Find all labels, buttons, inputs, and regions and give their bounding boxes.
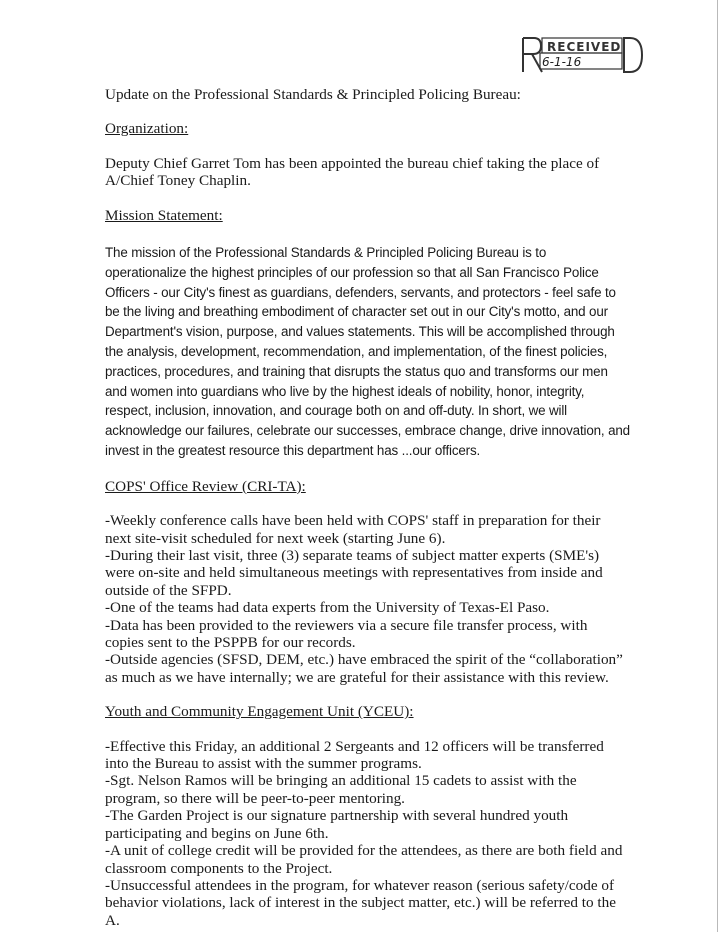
list-item: -Outside agencies (SFSD, DEM, etc.) have embraced the spirit of the “collaboration” as much as we have internally; we are grateful for their assistance with this review. [105, 651, 623, 686]
list-item: -Weekly conference calls have been held with COPS' staff in preparation for their next site-visit scheduled for next week (starting June 6). [105, 512, 601, 547]
list-item: -Effective this Friday, an additional 2 Sergeants and 12 officers will be transferred into the Bureau to assist with the summer programs. [105, 737, 604, 773]
mission-heading: Mission Statement: [105, 206, 223, 224]
list-item: -The Garden Project is our signature partnership with several hundred youth participating and begins on June 6th. [105, 807, 569, 842]
organization-heading: Organization: [105, 120, 189, 138]
list-item: -Data has been provided to the reviewers via a secure file transfer process, with copies sent to the PSPPB for our records. [105, 616, 588, 652]
scan-edge-line [717, 0, 718, 932]
list-item: -A unit of college credit will be provided for the attendees, as there are both field and classroom components to the Project. [105, 842, 623, 877]
list-item: -Sgt. Nelson Ramos will be bringing an additional 15 cadets to assist with the program, so there will be peer-to-peer mentoring. [105, 772, 577, 807]
document-title: Update on the Professional Standards & Principled Policing Bureau: [105, 86, 521, 103]
stamp-date: 6-1-16 [542, 55, 582, 69]
cops-list [105, 512, 630, 686]
yceu-list [105, 738, 630, 929]
list-item: -One of the teams had data experts from the University of Texas-El Paso. [105, 599, 550, 617]
document-body [105, 86, 630, 929]
list-item: -During their last visit, three (3) separate teams of subject matter experts (SME's) were on-site and held simultaneous meetings with representatives from inside and outside of the SFPD. [105, 547, 603, 599]
cops-heading: COPS' Office Review (CRI-TA): [105, 477, 306, 495]
received-stamp [520, 35, 644, 75]
organization-text: Deputy Chief Garret Tom has been appointed the bureau chief taking the place of A/Chief Toney Chaplin. [105, 154, 600, 190]
stamp-received-text: RECEIVED [547, 40, 622, 54]
yceu-heading: Youth and Community Engagement Unit (YCEU): [105, 703, 414, 721]
mission-text: The mission of the Professional Standards & Principled Policing Bureau is to operationalize the highest principles of our profession so that all San Francisco Police Officers - our City's finest as guardians, defenders, servants, and protectors - feel safe to be the living and breathing embodiment of character set out in our City's motto, and our Department's vision, purpose, and values statements. This will be accomplished through the analysis, development, recommendation, and implementation, of the finest policies, practices, procedures, and training that disrupts the status quo and transforms our men and women into guardians who live by the highest ideals of nobility, honor, integrity, respect, inclusion, innovation, and courage both on and off-duty. In short, we will acknowledge our failures, celebrate our successes, embrace change, drive innovation, and invest in the greatest resource this department has ...our officers. [105, 245, 630, 458]
list-item: -Unsuccessful attendees in the program, for whatever reason (serious safety/code of behavior violations, lack of interest in the subject matter, etc.) will be referred to the A. [105, 876, 616, 929]
